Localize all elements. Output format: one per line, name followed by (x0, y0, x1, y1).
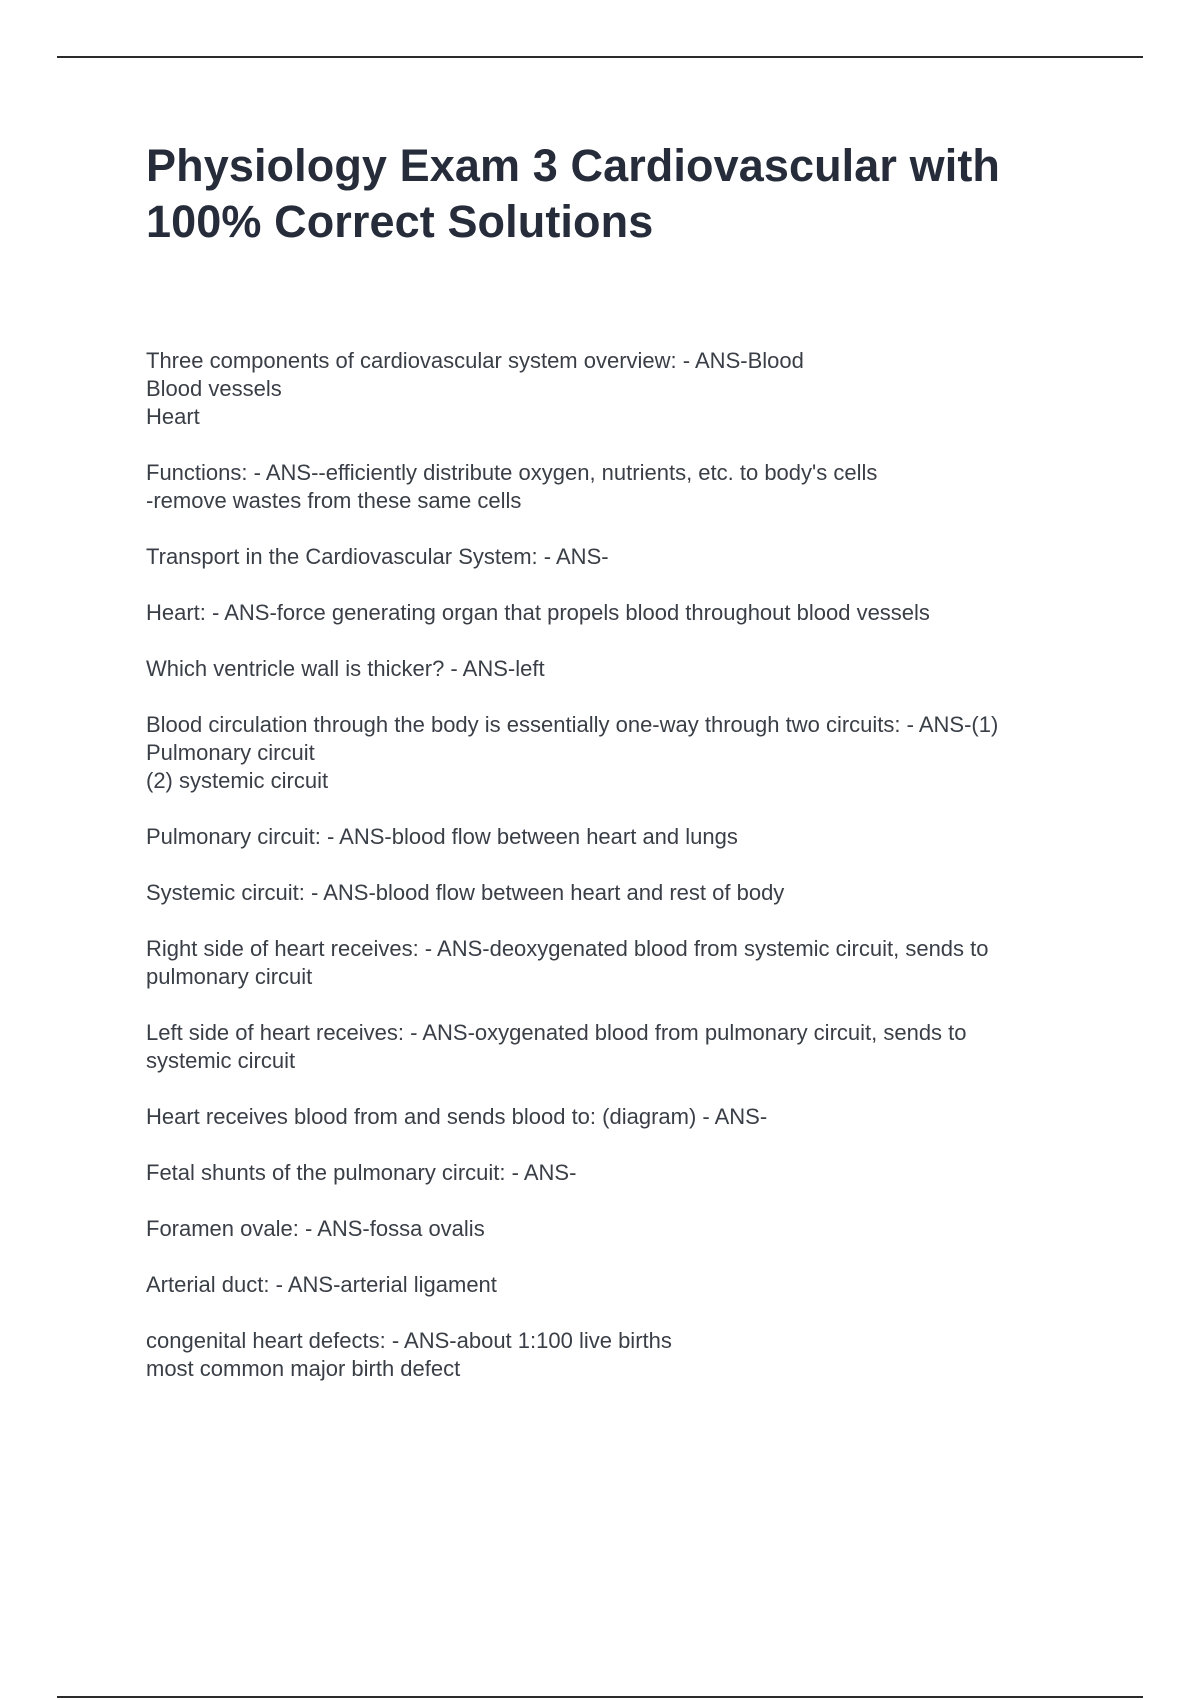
title-line-1: Physiology Exam 3 Cardiovascular with (146, 140, 1000, 191)
qa-line: Heart (146, 404, 200, 429)
qa-list (146, 347, 1106, 1383)
qa-line: -remove wastes from these same cells (146, 488, 522, 513)
qa-entry (146, 1271, 1106, 1299)
qa-line: Heart: - ANS-force generating organ that propels blood throughout blood vessels (146, 600, 930, 625)
qa-entry (146, 823, 1106, 851)
qa-line: Blood vessels (146, 376, 282, 401)
qa-line: pulmonary circuit (146, 964, 313, 989)
qa-entry (146, 543, 1106, 571)
qa-line: congenital heart defects: - ANS-about 1:100 live births (146, 1328, 672, 1353)
qa-line: Foramen ovale: - ANS-fossa ovalis (146, 1216, 485, 1241)
qa-entry (146, 599, 1106, 627)
qa-line: Which ventricle wall is thicker? - ANS-left (146, 656, 545, 681)
document-body (146, 138, 1106, 1411)
qa-entry (146, 711, 1106, 795)
qa-entry (146, 655, 1106, 683)
qa-line: most common major birth defect (146, 1356, 461, 1381)
qa-line: Systemic circuit: - ANS-blood flow between heart and rest of body (146, 880, 785, 905)
qa-line: Right side of heart receives: - ANS-deoxygenated blood from systemic circuit, sends to (146, 936, 989, 961)
document-title (146, 138, 1106, 250)
qa-entry (146, 1215, 1106, 1243)
qa-entry (146, 1103, 1106, 1131)
qa-line: Functions: - ANS--efficiently distribute oxygen, nutrients, etc. to body's cells (146, 460, 878, 485)
qa-line: Left side of heart receives: - ANS-oxygenated blood from pulmonary circuit, sends to (146, 1020, 967, 1045)
qa-entry (146, 1159, 1106, 1187)
qa-line: (2) systemic circuit (146, 768, 329, 793)
qa-line: Transport in the Cardiovascular System: - ANS- (146, 544, 609, 569)
qa-entry (146, 879, 1106, 907)
qa-entry (146, 1327, 1106, 1383)
bottom-divider (57, 1696, 1143, 1698)
qa-line: systemic circuit (146, 1048, 296, 1073)
qa-line: Fetal shunts of the pulmonary circuit: - ANS- (146, 1160, 577, 1185)
top-divider (57, 56, 1143, 58)
qa-entry (146, 1019, 1106, 1075)
qa-entry (146, 459, 1106, 515)
qa-line: Pulmonary circuit (146, 740, 315, 765)
qa-line: Heart receives blood from and sends blood to: (diagram) - ANS- (146, 1104, 768, 1129)
qa-line: Arterial duct: - ANS-arterial ligament (146, 1272, 497, 1297)
title-line-2: 100% Correct Solutions (146, 196, 654, 247)
qa-line: Blood circulation through the body is essentially one-way through two circuits: - ANS-(1) (146, 712, 999, 737)
qa-line: Three components of cardiovascular system overview: - ANS-Blood (146, 348, 804, 373)
qa-line: Pulmonary circuit: - ANS-blood flow between heart and lungs (146, 824, 738, 849)
qa-entry (146, 347, 1106, 431)
qa-entry (146, 935, 1106, 991)
